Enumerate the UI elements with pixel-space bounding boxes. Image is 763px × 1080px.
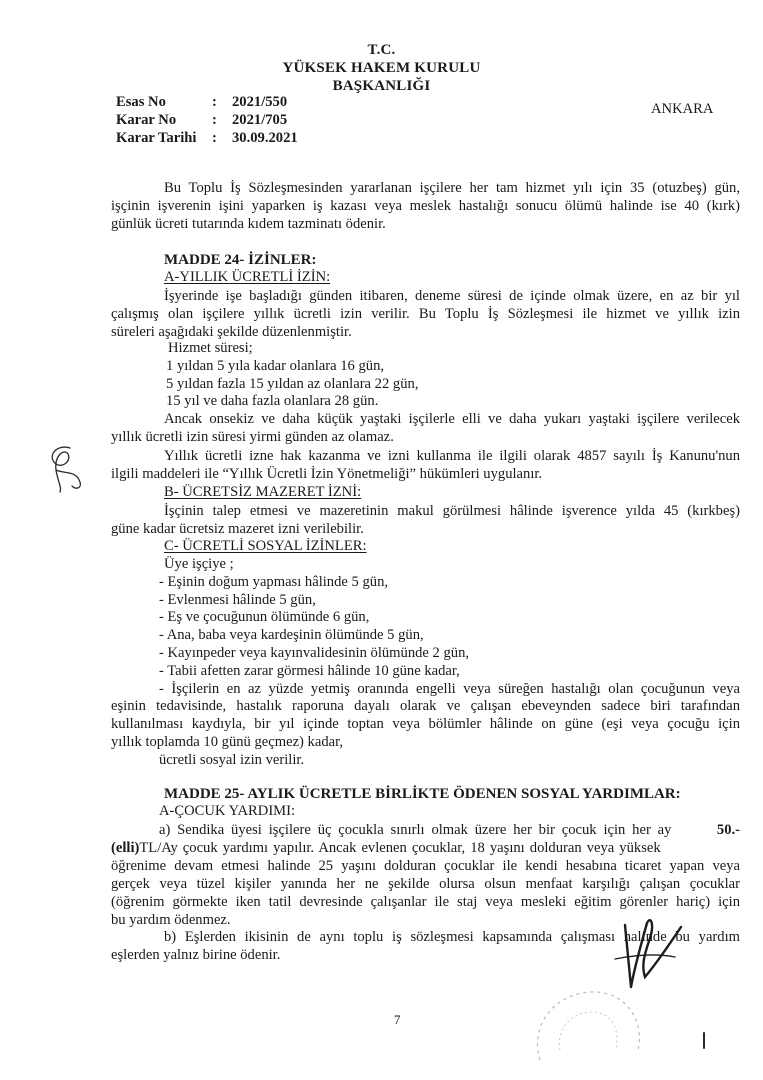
paragraph-line: İşyerinde işe başladığı günden itibaren, deneme süresi de içinde olmak üzere, en az bir yıl bbox=[164, 288, 740, 304]
paragraph-line: ilgili maddeleri ile “Yıllık Ücretli İzin Yönetmeliği” hükümleri uygulanır. bbox=[111, 466, 543, 482]
meta-sep: : bbox=[212, 94, 217, 110]
margin-tick-mark bbox=[698, 1030, 710, 1052]
intro-line: işçinin işverenin işini yaparken iş kazası veya meslek hastalığı sonucu ölümü halinde ise 40 (kırk) bbox=[111, 198, 740, 214]
section-a-title: A-ÇOCUK YARDIMI: bbox=[159, 803, 296, 819]
article-24-heading: MADDE 24- İZİNLER: bbox=[164, 252, 317, 268]
leave-item: - Evlenmesi hâlinde 5 gün, bbox=[159, 592, 316, 608]
paragraph-line: eşinin tedavisinde, hastalık raporuna dayalı olarak ve çalışan ebeveynden sadece biri tarafından bbox=[111, 698, 740, 714]
paragraph-line-text: TL/Ay çocuk yardımı yapılır. Ancak evlenen çocuklar, 18 yaşını dolduran veya yüksek bbox=[139, 840, 661, 856]
paragraph-line: ücretli sosyal izin verilir. bbox=[159, 752, 305, 768]
paragraph-line-text: a) Sendika üyesi işçilere üç çocukla sınırlı olmak üzere her bir çocuk için her ay bbox=[159, 822, 672, 838]
section-b-title: B- ÜCRETSİZ MAZERET İZNİ: bbox=[164, 484, 362, 500]
meta-value-tarih: 30.09.2021 bbox=[232, 130, 298, 146]
paragraph-line: b) Eşlerden ikisinin de aynı toplu iş sözleşmesi kapsamında çalışması halinde bu yardım bbox=[164, 929, 740, 945]
period-item: 1 yıldan 5 yıla kadar olanlara 16 gün, bbox=[166, 358, 385, 374]
meta-key-karar: Karar No bbox=[116, 112, 177, 128]
section-c-title: C- ÜCRETLİ SOSYAL İZİNLER: bbox=[164, 538, 367, 554]
meta-value-esas: 2021/550 bbox=[232, 94, 288, 110]
paragraph-line: Yıllık ücretli izne hak kazanma ve izni kullanma ile ilgili olarak 4857 sayılı İş Kanunu'nun bbox=[164, 448, 740, 464]
leave-item: - Ana, baba veya kardeşinin ölümünde 5 gün, bbox=[159, 627, 424, 643]
leave-item: - Tabii afetten zarar görmesi hâlinde 10 güne kadar, bbox=[159, 663, 460, 679]
paragraph-line: İşçinin talep etmesi ve mazeretinin makul görülmesi hâlinde işverence yılda 45 (kırkbeş) bbox=[164, 503, 740, 519]
paragraph-line: yıllık toplamda 10 günü geçmez) kadar, bbox=[111, 734, 344, 750]
meta-value-karar: 2021/705 bbox=[232, 112, 288, 128]
section-a-title: A-YILLIK ÜCRETLİ İZİN: bbox=[164, 269, 331, 285]
meta-key-tarih: Karar Tarihi bbox=[116, 130, 197, 146]
header-kurul: YÜKSEK HAKEM KURULU bbox=[282, 60, 481, 76]
paragraph-line: (öğrenim görmekte iken tatil devresinde çalışanlar ile staj veya mesleki eğitim görenler hariç) için bbox=[111, 894, 740, 910]
paragraph-line bbox=[159, 822, 740, 839]
leave-item: - İşçilerin en az yüzde yetmiş oranında engelli veya süreğen hastalığı olan çocuğunun veya bbox=[159, 681, 740, 697]
paragraph-line: öğrenime devam etmesi halinde 25 yaşını dolduran çocuklar ile kendi hesabına ticaret yapan veya bbox=[111, 858, 740, 874]
period-item: 5 yıldan fazla 15 yıldan az olanlara 22 gün, bbox=[166, 376, 419, 392]
amount-value: 50.- bbox=[716, 822, 740, 838]
header-city: ANKARA bbox=[651, 101, 714, 117]
meta-sep: : bbox=[212, 112, 217, 128]
paragraph-line: çalışmış olan işçilere yıllık ücretli izin verilir. Bu Toplu İş Sözleşmesi ile hizmet ve yıllık izin bbox=[111, 306, 740, 322]
hizmet-label: Hizmet süresi; bbox=[168, 340, 253, 356]
leave-item: - Kayınpeder veya kayınvalidesinin ölümünde 2 gün, bbox=[159, 645, 470, 661]
paragraph-line: süreleri aşağıdaki şekilde düzenlenmiştir. bbox=[111, 324, 352, 340]
paragraph-line: gerçek veya tüzel kişiler yanında her ne şekilde olursa olsun menfaat karşılığı çalışan çocuklar bbox=[111, 876, 740, 892]
uye-label: Üye işçiye ; bbox=[164, 556, 234, 572]
paragraph-line: bu yardım ödenmez. bbox=[111, 912, 231, 928]
amount-words: (elli) bbox=[111, 840, 140, 856]
intro-line: günlük ücreti tutarında kıdem tazminatı ödenir. bbox=[111, 216, 386, 232]
header-baskanlik: BAŞKANLIĞI bbox=[332, 78, 431, 94]
meta-key-esas: Esas No bbox=[116, 94, 166, 110]
leave-item: - Eş ve çocuğunun ölümünde 6 gün, bbox=[159, 609, 370, 625]
header-tc: T.C. bbox=[367, 42, 396, 58]
paragraph-line: eşlerden yalnız birine ödenir. bbox=[111, 947, 281, 963]
stamp-mark bbox=[520, 980, 650, 1070]
page-number: 7 bbox=[394, 1012, 401, 1027]
article-25-heading: MADDE 25- AYLIK ÜCRETLE BİRLİKTE ÖDENEN SOSYAL YARDIMLAR: bbox=[164, 786, 681, 802]
paragraph-line: güne kadar ücretsiz mazeret izni verilebilir. bbox=[111, 521, 364, 537]
paragraph-line: Ancak onsekiz ve daha küçük yaştaki işçilerle elli ve daha yukarı yaştaki işçilere verilecek bbox=[164, 411, 740, 427]
meta-sep: : bbox=[212, 130, 217, 146]
paragraph-line: yıllık ücretli izin süresi yirmi günden az olamaz. bbox=[111, 429, 394, 445]
intro-line: Bu Toplu İş Sözleşmesinden yararlanan işçilere her tam hizmet yılı için 35 (otuzbeş) gün, bbox=[164, 180, 740, 196]
leave-item: - Eşinin doğum yapması hâlinde 5 gün, bbox=[159, 574, 389, 590]
handwritten-initial-mark bbox=[40, 440, 90, 496]
paragraph-line: kullanılması kaydıyla, bir yıl içinde toptan veya bölümler hâlinde on güne (eşi veya çocuğu için bbox=[111, 716, 740, 732]
period-item: 15 yıl ve daha fazla olanlara 28 gün. bbox=[166, 393, 379, 409]
paragraph-line bbox=[111, 840, 740, 857]
